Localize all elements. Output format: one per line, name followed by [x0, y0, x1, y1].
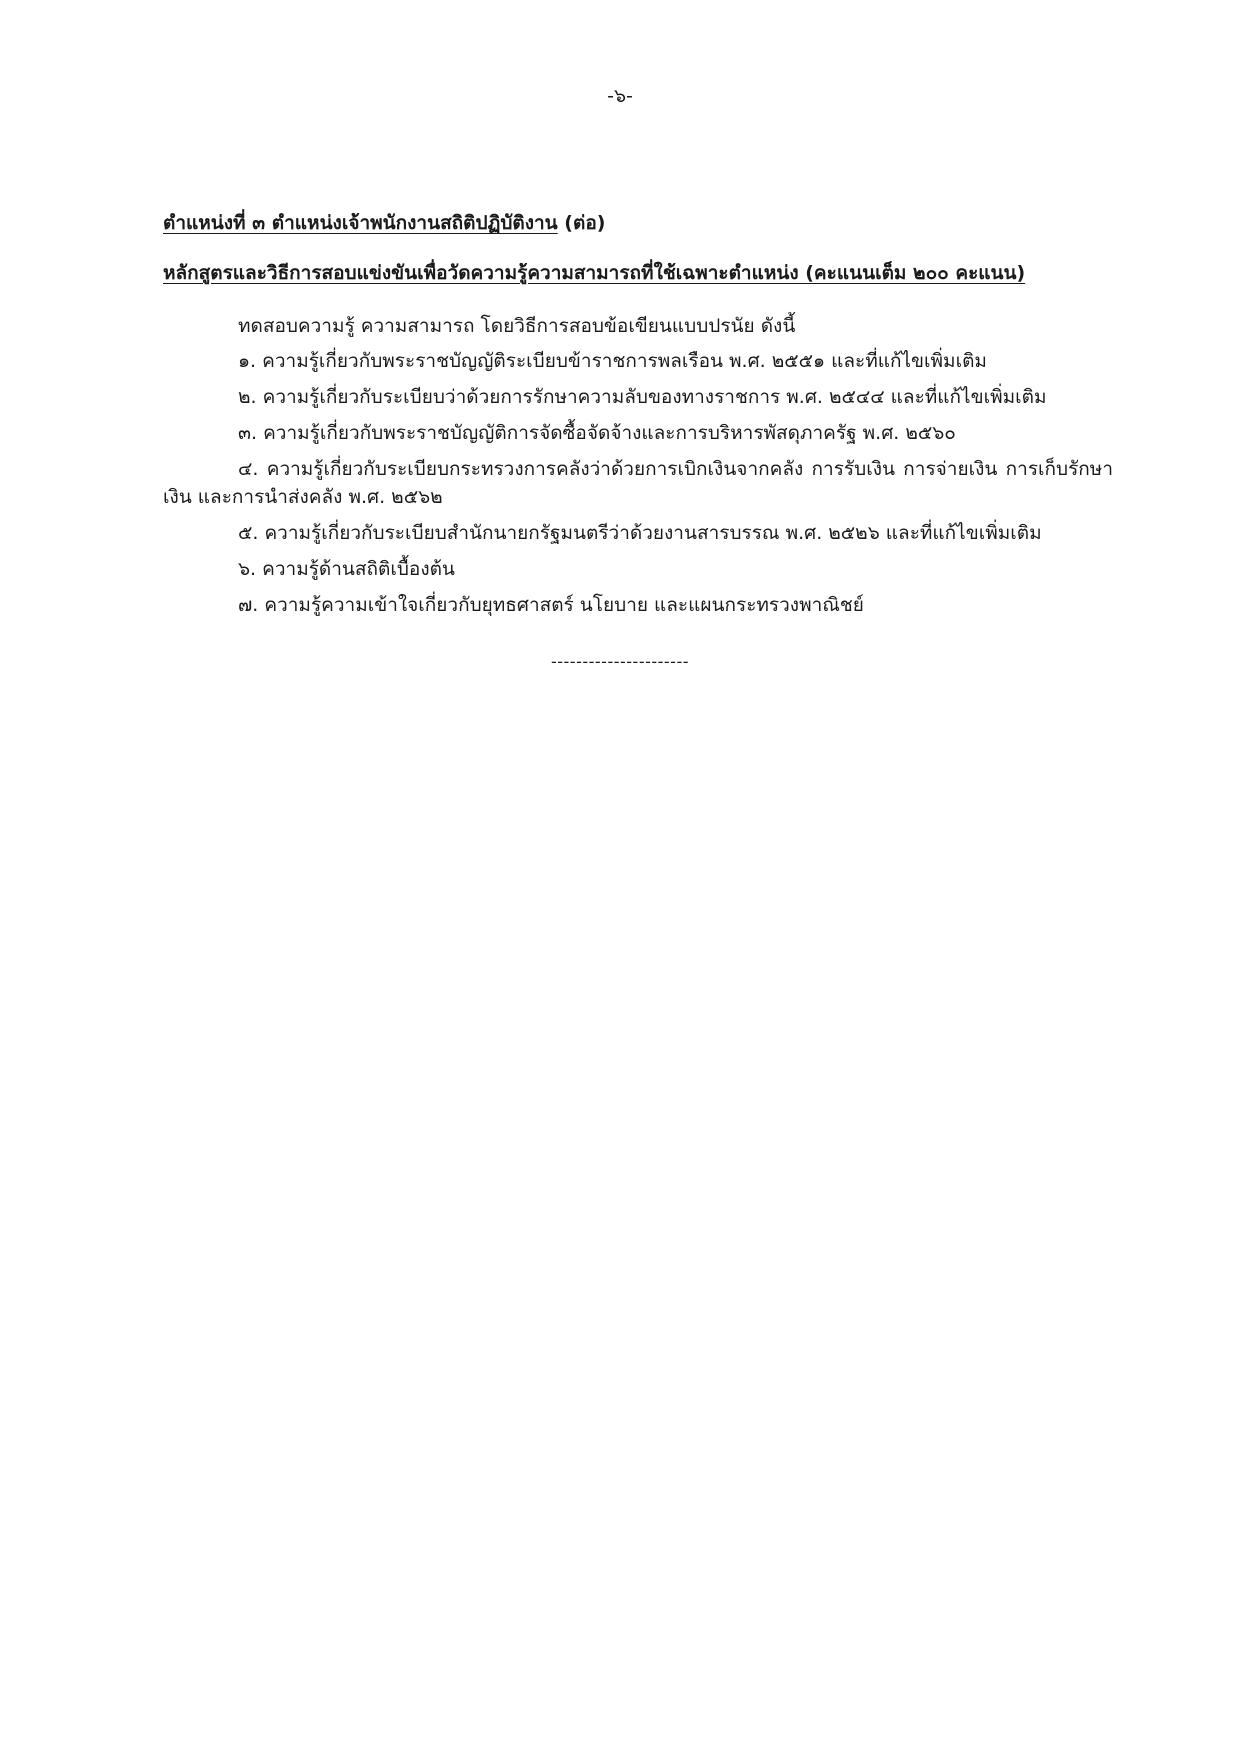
- list-item: ๑. ความรู้เกี่ยวกับพระราชบัญญัติระเบียบข้าราชการพลเรือน พ.ศ. ๒๕๕๑ และที่แก้ไขเพิ่มเติม: [238, 350, 987, 372]
- intro-paragraph: ทดสอบความรู้ ความสามารถ โดยวิธีการสอบข้อเขียนแบบปรนัย ดังนี้: [238, 315, 796, 337]
- list-item: ๒. ความรู้เกี่ยวกับระเบียบว่าด้วยการรักษาความลับของทางราชการ พ.ศ. ๒๕๔๔ และที่แก้ไขเพิ่มเติม: [238, 386, 1047, 408]
- list-item: ๖. ความรู้ด้านสถิติเบื้องต้น: [238, 558, 455, 580]
- exam-topic-list: [163, 347, 1113, 627]
- position-heading: [163, 209, 605, 237]
- page-number: -๖-: [607, 85, 633, 107]
- course-heading-text: หลักสูตรและวิธีการสอบแข่งขันเพื่อวัดความรู้ความสามารถที่ใช้เฉพาะตำแหน่ง (คะแนนเต็ม ๒๐๐ คะแนน): [163, 262, 1026, 284]
- list-item: ๗. ความรู้ความเข้าใจเกี่ยวกับยุทธศาสตร์ นโยบาย และแผนกระทรวงพาณิชย์: [238, 594, 864, 616]
- position-heading-suffix: (ต่อ): [564, 212, 606, 234]
- end-divider: ----------------------: [550, 652, 689, 671]
- list-item: ๕. ความรู้เกี่ยวกับระเบียบสำนักนายกรัฐมนตรีว่าด้วยงานสารบรรณ พ.ศ. ๒๕๒๖ และที่แก้ไขเพิ่มเติม: [238, 522, 1042, 544]
- list-item: ๔. ความรู้เกี่ยวกับระเบียบกระทรวงการคลังว่าด้วยการเบิกเงินจากคลัง การรับเงิน การจ่ายเงิน การเก็บรักษาเงิน และการนำส่งคลัง พ.ศ. ๒๕๖๒: [163, 458, 1113, 508]
- course-heading: [163, 259, 1025, 287]
- position-heading-title: ตำแหน่งที่ ๓ ตำแหน่งเจ้าพนักงานสถิติปฏิบัติงาน: [163, 212, 558, 234]
- list-item: ๓. ความรู้เกี่ยวกับพระราชบัญญัติการจัดซื้อจัดจ้างและการบริหารพัสดุภาครัฐ พ.ศ. ๒๕๖๐: [238, 422, 956, 444]
